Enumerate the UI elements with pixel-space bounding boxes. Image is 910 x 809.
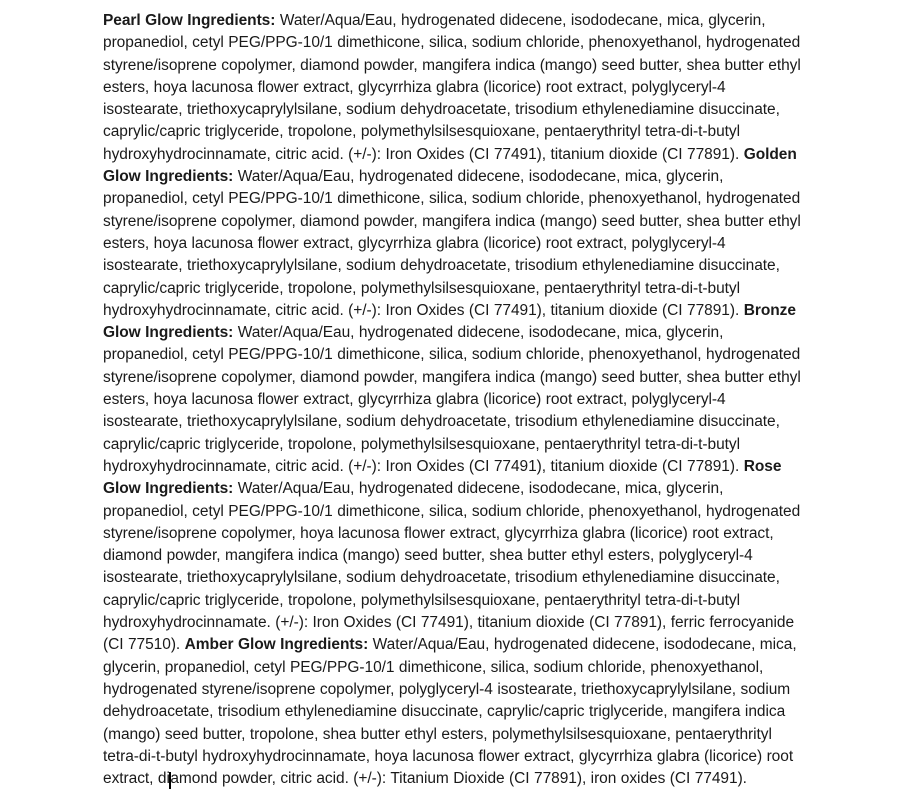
golden-glow-ingredients-heading: Golden Glow Ingredients: (103, 145, 797, 186)
text-editor-area[interactable] (103, 10, 805, 790)
bronze-glow-ingredients-heading: Bronze Glow Ingredients: (103, 301, 796, 342)
pearl-glow-ingredients-text: Water/Aqua/Eau, hydrogenated didecene, isododecane, mica, glycerin, propanediol, cetyl PEG/PPG-10/1 dimethicone, silica, sodium chloride, phenoxyethanol, hydrogenated styrene/isoprene copolymer, diamond powder, mangifera indica (mango) seed butter, shea butter ethyl esters, hoya lacunosa flower extract, glycyrrhiza glabra (licorice) root extract, polyglyceryl-4 isostearate, triethoxycaprylylsilane, sodium dehydroacetate, trisodium ethylenediamine disuccinate, caprylic/capric triglyceride, tropolone, polymethylsilsesquioxane, pentaerythrityl tetra-di-t-butyl hydroxyhydrocinnamate, citric acid. (+/-): Iron Oxides (CI 77491), titanium dioxide (CI 77891). (103, 12, 801, 163)
golden-glow-ingredients-text: Water/Aqua/Eau, hydrogenated didecene, isododecane, mica, glycerin, propanediol, cetyl PEG/PPG-10/1 dimethicone, silica, sodium chloride, phenoxyethanol, hydrogenated styrene/isoprene copolymer, diamond powder, mangifera indica (mango) seed butter, shea butter ethyl esters, hoya lacunosa flower extract, glycyrrhiza glabra (licorice) root extract, polyglyceryl-4 isostearate, triethoxycaprylylsilane, sodium dehydroacetate, trisodium ethylenediamine disuccinate, caprylic/capric triglyceride, tropolone, polymethylsilsesquioxane, pentaerythrityl tetra-di-t-butyl hydroxyhydrocinnamate, citric acid. (+/-): Iron Oxides (CI 77491), titanium dioxide (CI 77891). (103, 168, 801, 319)
amber-glow-ingredients-text-before-cursor: Water/Aqua/Eau, hydrogenated didecene, isododecane, mica, glycerin, propanediol, cetyl PEG/PPG-10/1 dimethicone, silica, sodium chloride, phenoxyethanol, hydrogenated styrene/isoprene copolymer, polyglyceryl-4 isostearate, triethoxycaprylylsilane, sodium dehydroacetate, trisodium ethylenediamine disuccinate, caprylic/capric triglyceride, mangifera indica (mango) seed butter, tropolone, shea butter ethyl esters, polymethylsilsesquioxane, pentaerythrityl tetra-di-t-butyl hydroxyhydrocinnamate, hoya lacunosa flower extract, glycyrrhiza glabra (licorice) root extract, di (103, 636, 797, 788)
ingredients-paragraph (103, 10, 805, 790)
bronze-glow-ingredients-text: Water/Aqua/Eau, hydrogenated didecene, isododecane, mica, glycerin, propanediol, cetyl PEG/PPG-10/1 dimethicone, silica, sodium chloride, phenoxyethanol, hydrogenated styrene/isoprene copolymer, diamond powder, mangifera indica (mango) seed butter, shea butter ethyl esters, hoya lacunosa flower extract, glycyrrhiza glabra (licorice) root extract, polyglyceryl-4 isostearate, triethoxycaprylylsilane, sodium dehydroacetate, trisodium ethylenediamine disuccinate, caprylic/capric triglyceride, tropolone, polymethylsilsesquioxane, pentaerythrityl tetra-di-t-butyl hydroxyhydrocinnamate, citric acid. (+/-): Iron Oxides (CI 77491), titanium dioxide (CI 77891). (103, 324, 801, 475)
amber-glow-ingredients-text-after-cursor: amond powder, citric acid. (+/-): Titanium Dioxide (CI 77891), iron oxides (CI 77491). (170, 770, 747, 788)
rose-glow-ingredients-heading: Rose Glow Ingredients: (103, 457, 782, 498)
pearl-glow-ingredients-heading: Pearl Glow Ingredients: (103, 12, 276, 29)
rose-glow-ingredients-text: Water/Aqua/Eau, hydrogenated didecene, isododecane, mica, glycerin, propanediol, cetyl PEG/PPG-10/1 dimethicone, silica, sodium chloride, phenoxyethanol, hydrogenated styrene/isoprene copolymer, hoya lacunosa flower extract, glycyrrhiza glabra (licorice) root extract, diamond powder, mangifera indica (mango) seed butter, shea butter ethyl esters, polyglyceryl-4 isostearate, triethoxycaprylylsilane, sodium dehydroacetate, trisodium ethylenediamine disuccinate, caprylic/capric triglyceride, tropolone, polymethylsilsesquioxane, pentaerythrityl tetra-di-t-butyl hydroxyhydrocinnamate. (+/-): Iron Oxides (CI 77491), titanium dioxide (CI 77891), ferric ferrocyanide (CI 77510). (103, 480, 801, 654)
amber-glow-ingredients-heading: Amber Glow Ingredients: (184, 636, 369, 654)
